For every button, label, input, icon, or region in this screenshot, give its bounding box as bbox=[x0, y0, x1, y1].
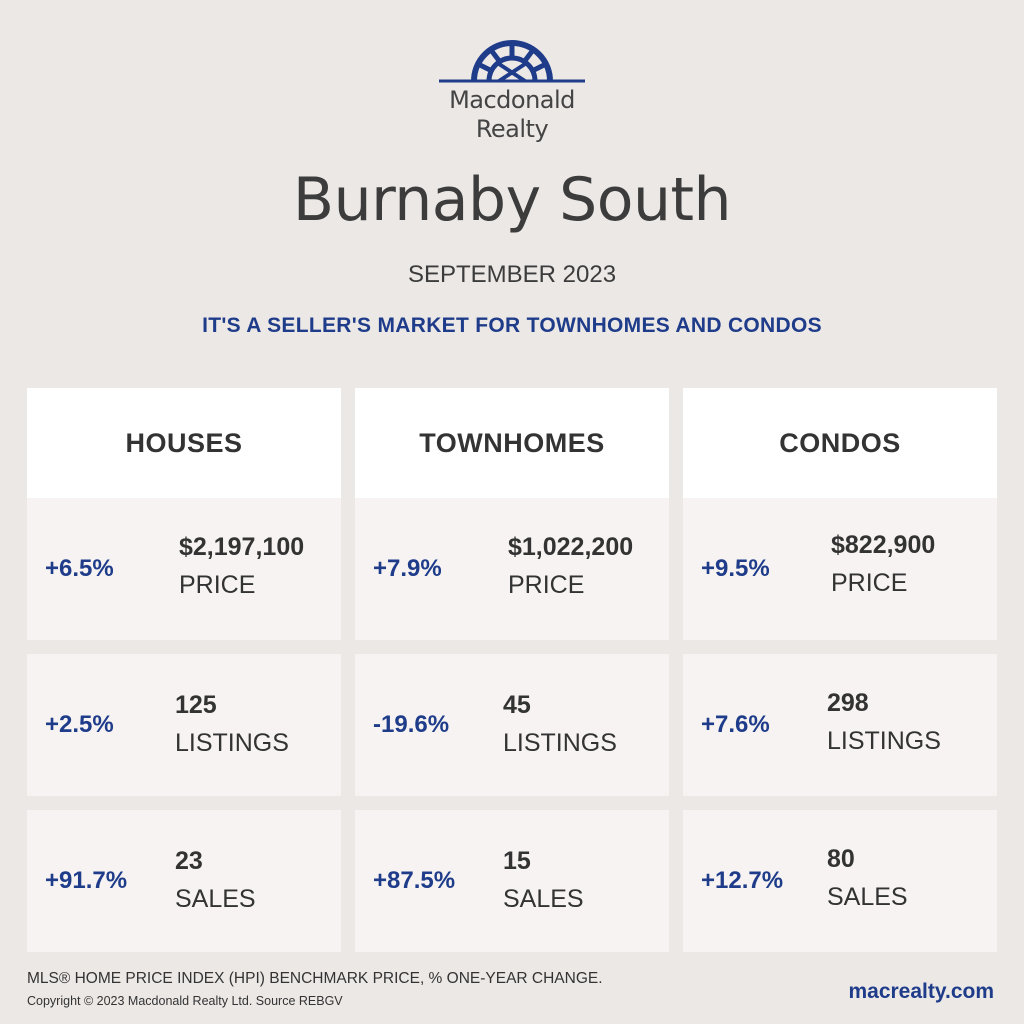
stat-label: SALES bbox=[827, 883, 908, 911]
stat-card-listings bbox=[683, 654, 997, 796]
change-percent: +2.5% bbox=[45, 711, 114, 738]
stat-card-price bbox=[683, 498, 997, 640]
change-percent: +12.7% bbox=[701, 867, 784, 894]
column-townhomes bbox=[355, 388, 669, 952]
stat-label: PRICE bbox=[508, 571, 585, 599]
stat-card-sales bbox=[27, 810, 341, 952]
stat-card-price bbox=[27, 498, 341, 640]
stat-card-listings bbox=[27, 654, 341, 796]
column-houses bbox=[27, 388, 341, 952]
column-header: TOWNHOMES bbox=[355, 388, 669, 498]
website-link[interactable]: macrealty.com bbox=[848, 980, 994, 1003]
stat-label: PRICE bbox=[179, 571, 256, 599]
stat-card-price bbox=[355, 498, 669, 640]
stat-value: 15 bbox=[503, 847, 531, 875]
stat-value: 23 bbox=[175, 847, 203, 875]
stat-value: $1,022,200 bbox=[508, 533, 634, 561]
stat-label: LISTINGS bbox=[827, 727, 941, 755]
change-percent: +7.6% bbox=[701, 711, 770, 738]
change-percent: +6.5% bbox=[45, 555, 114, 582]
stat-card-listings bbox=[355, 654, 669, 796]
stat-label: SALES bbox=[175, 885, 256, 913]
change-percent: +9.5% bbox=[701, 555, 770, 582]
change-percent: +7.9% bbox=[373, 555, 442, 582]
stat-value: $822,900 bbox=[831, 531, 936, 559]
page-title: Burnaby South bbox=[292, 165, 732, 235]
stats-grid bbox=[27, 388, 997, 952]
stat-label: LISTINGS bbox=[503, 729, 617, 757]
column-header: CONDOS bbox=[683, 388, 997, 498]
stat-label: LISTINGS bbox=[175, 729, 289, 757]
change-percent: +91.7% bbox=[45, 867, 128, 894]
stat-value: 298 bbox=[827, 689, 869, 717]
brand-logo bbox=[0, 38, 1024, 144]
sunrise-arch-icon bbox=[437, 38, 587, 86]
stat-label: SALES bbox=[503, 885, 584, 913]
stat-value: 80 bbox=[827, 845, 855, 873]
brand-name-line1: Macdonald bbox=[449, 86, 575, 114]
copyright: Copyright © 2023 Macdonald Realty Ltd. Source REBGV bbox=[27, 994, 343, 1008]
brand-name-line2: Realty bbox=[475, 115, 549, 143]
stat-value: $2,197,100 bbox=[179, 533, 305, 561]
column-condos bbox=[683, 388, 997, 952]
report-period: SEPTEMBER 2023 bbox=[407, 261, 617, 288]
stat-value: 45 bbox=[503, 691, 531, 719]
change-percent: +87.5% bbox=[373, 867, 456, 894]
market-tagline: IT'S A SELLER'S MARKET FOR TOWNHOMES AND CONDOS bbox=[202, 314, 822, 337]
stat-card-sales bbox=[355, 810, 669, 952]
column-header: HOUSES bbox=[27, 388, 341, 498]
change-percent: -19.6% bbox=[373, 711, 450, 738]
stat-card-sales bbox=[683, 810, 997, 952]
footnote: MLS® HOME PRICE INDEX (HPI) BENCHMARK PRICE, % ONE-YEAR CHANGE. bbox=[27, 970, 603, 987]
stat-label: PRICE bbox=[831, 569, 908, 597]
stat-value: 125 bbox=[175, 691, 217, 719]
